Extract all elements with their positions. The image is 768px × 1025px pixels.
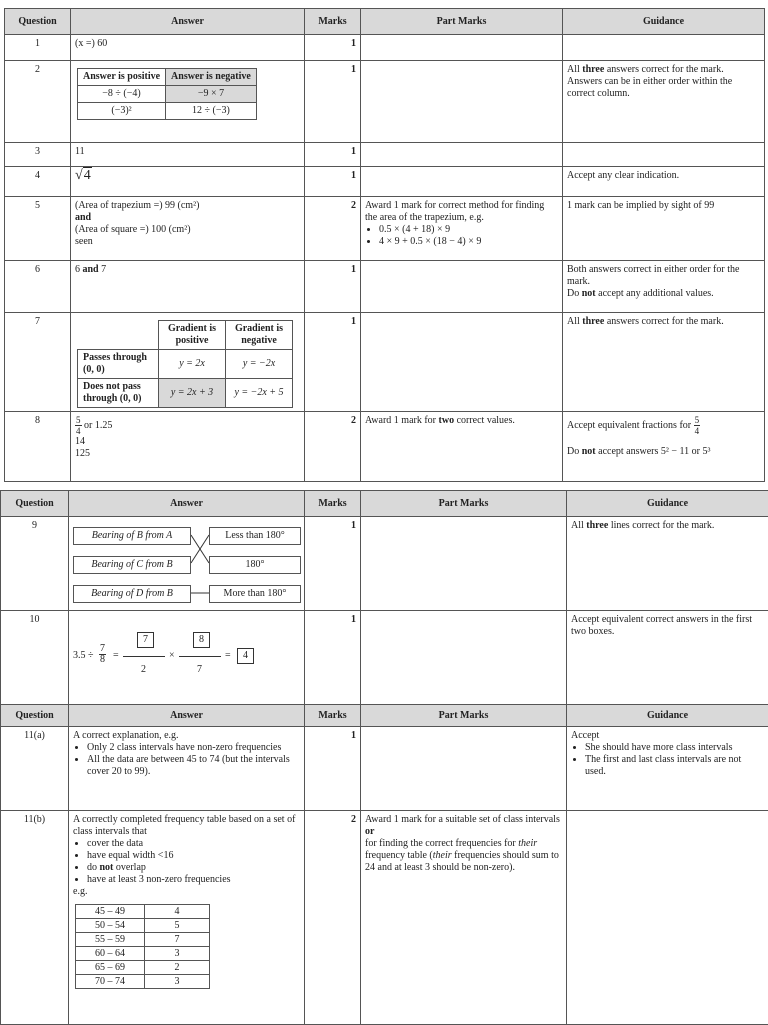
- text: Award 1 mark for: [365, 415, 439, 426]
- text-bold: or: [365, 826, 562, 838]
- answer-cell: [69, 727, 305, 811]
- text: 6: [75, 264, 83, 275]
- cell: y = 2x + 3: [159, 379, 226, 408]
- text: accept any additional values.: [596, 288, 714, 299]
- guidance-cell: [567, 517, 768, 611]
- text-bold: two: [439, 415, 455, 426]
- denominator: 4: [694, 426, 701, 436]
- bullet: • cover the data: [87, 838, 300, 850]
- guidance-cell: [567, 811, 768, 1025]
- text: Award 1 mark for correct method for finding the area of the trapezium, e.g.: [365, 200, 558, 224]
- marks-cell: 1: [305, 727, 361, 811]
- mark-scheme-table-3: [0, 704, 768, 1025]
- cell: y = −2x: [226, 350, 293, 379]
- answer-box-1: 7: [137, 632, 154, 648]
- frequency: 3: [145, 975, 210, 989]
- row-header: Does not pass through (0, 0): [78, 379, 159, 408]
- text-bold: three: [586, 520, 608, 531]
- frequency-row: [76, 919, 210, 933]
- text: frequency table (: [365, 850, 433, 861]
- answer-box-2: 8: [193, 632, 210, 648]
- blank-corner: [78, 321, 159, 350]
- bullet: • 0.5 × (4 + 18) × 9: [379, 224, 558, 236]
- frequency-row: [76, 905, 210, 919]
- header-row: [1, 491, 768, 517]
- text: A correctly completed frequency table based on a set of class intervals that: [73, 814, 300, 838]
- part-marks-cell: [361, 167, 563, 197]
- text: Award 1 mark for a suitable set of class intervals: [365, 814, 562, 826]
- mark-scheme-table-1: [4, 8, 765, 482]
- header-part-marks: Part Marks: [361, 9, 563, 35]
- text: 14: [75, 436, 300, 448]
- cell: y = −2x + 5: [226, 379, 293, 408]
- frequency-row: [76, 947, 210, 961]
- row-q11a: [1, 727, 768, 811]
- class-interval: 55 – 59: [76, 933, 145, 947]
- cell: −8 ÷ (−4): [78, 86, 166, 103]
- text: e.g.: [73, 886, 300, 898]
- marks-cell: 1: [305, 261, 361, 313]
- frequency: 4: [145, 905, 210, 919]
- bullet: • Only 2 class intervals have non-zero frequencies: [87, 742, 300, 754]
- guidance-cell: [567, 727, 768, 811]
- text: 125: [75, 448, 300, 460]
- guidance-cell: [563, 261, 765, 313]
- radicand: 4: [83, 167, 92, 183]
- answer-cell: 11: [71, 143, 305, 167]
- marks-cell: 1: [305, 143, 361, 167]
- frequency-row: [76, 961, 210, 975]
- text-bold: three: [582, 64, 604, 75]
- text: Do: [567, 446, 582, 457]
- fraction-bar: [123, 656, 165, 657]
- row-q6: [5, 261, 765, 313]
- bullet: • have at least 3 non-zero frequencies: [87, 874, 300, 886]
- gradient-table: [77, 320, 293, 408]
- header-guidance: Guidance: [563, 9, 765, 35]
- header-guidance: Guidance: [567, 705, 768, 727]
- frequency: 5: [145, 919, 210, 933]
- bullet: [87, 862, 300, 874]
- fraction-bar: [179, 656, 221, 657]
- text: Accept: [571, 730, 764, 742]
- text-italic: their: [433, 850, 452, 861]
- text: Accept equivalent fractions for: [567, 420, 691, 431]
- question-number: 10: [1, 611, 69, 707]
- bullet: • have equal width <16: [87, 850, 300, 862]
- text: seen: [75, 236, 300, 248]
- bullet: • 4 × 9 + 0.5 × (18 − 4) × 9: [379, 236, 558, 248]
- cell: −9 × 7: [166, 86, 257, 103]
- col-negative-header: Answer is negative: [166, 69, 257, 86]
- answer-cell: [71, 313, 305, 412]
- question-number: 6: [5, 261, 71, 313]
- guidance-cell: [563, 61, 765, 143]
- text-italic: their: [518, 838, 537, 849]
- header-marks: Marks: [305, 705, 361, 727]
- fraction: [694, 415, 701, 436]
- text: All: [571, 520, 586, 531]
- row-q5: [5, 197, 765, 261]
- left-box-2: Bearing of C from B: [73, 556, 191, 574]
- numerator: 7: [99, 644, 106, 655]
- text: Answers can be in either order within the correct column.: [567, 76, 760, 100]
- times-sign: ×: [169, 650, 175, 662]
- guidance-cell: [563, 412, 765, 482]
- guidance-cell: Accept equivalent correct answers in the first two boxes.: [567, 611, 768, 707]
- text: for finding the correct frequencies for: [365, 838, 518, 849]
- text: correct values.: [454, 415, 515, 426]
- part-marks-cell: [361, 517, 567, 611]
- header-guidance: Guidance: [567, 491, 768, 517]
- part-marks-cell: [361, 35, 563, 61]
- header-row: [1, 705, 768, 727]
- text: (Area of trapezium =) 99 (cm²): [75, 200, 300, 212]
- part-marks-cell: [361, 143, 563, 167]
- left-box-3: Bearing of D from B: [73, 585, 191, 603]
- text-bold: and: [75, 212, 300, 224]
- guidance-cell: [563, 313, 765, 412]
- marks-cell: 1: [305, 517, 361, 611]
- text-bold: not: [582, 446, 596, 457]
- text: Both answers correct in either order for the mark.: [567, 264, 760, 288]
- marks-cell: 1: [305, 313, 361, 412]
- answer-cell: [71, 197, 305, 261]
- equals-sign: =: [225, 650, 231, 662]
- class-interval: 65 – 69: [76, 961, 145, 975]
- marks-cell: 1: [305, 61, 361, 143]
- text: frequencies should sum to 24 and at least 3 should be non-zero).: [365, 850, 559, 873]
- answer-box-result: 4: [237, 648, 254, 664]
- cell: y = 2x: [159, 350, 226, 379]
- bullet: • The first and last class intervals are not used.: [585, 754, 764, 778]
- text: All: [567, 316, 582, 327]
- header-part-marks: Part Marks: [361, 491, 567, 517]
- text-bold: three: [582, 316, 604, 327]
- denominator: 4: [75, 426, 82, 436]
- part-marks-cell: [361, 611, 567, 707]
- text: 7: [99, 264, 107, 275]
- question-number: 8: [5, 412, 71, 482]
- equals-sign: =: [113, 650, 119, 662]
- answer-cell: [71, 61, 305, 143]
- guidance-cell: [563, 143, 765, 167]
- answer-cell: [69, 517, 305, 611]
- division-working: [73, 614, 300, 686]
- part-marks-cell: [361, 412, 563, 482]
- question-number: 11(b): [1, 811, 69, 1025]
- fraction: [75, 415, 82, 436]
- guidance-cell: Accept any clear indication.: [563, 167, 765, 197]
- header-row: [5, 9, 765, 35]
- header-marks: Marks: [305, 9, 361, 35]
- text: or 1.25: [84, 420, 112, 431]
- guidance-cell: [563, 35, 765, 61]
- answer-cell: [69, 611, 305, 707]
- text: overlap: [113, 862, 146, 873]
- numerator: 5: [75, 415, 82, 426]
- text: answers correct for the mark.: [604, 316, 723, 327]
- class-interval: 50 – 54: [76, 919, 145, 933]
- question-number: 11(a): [1, 727, 69, 811]
- text: answers correct for the mark.: [604, 64, 723, 75]
- col-positive-header: Gradient is positive: [159, 321, 226, 350]
- part-marks-cell: [361, 197, 563, 261]
- part-marks-cell: [361, 727, 567, 811]
- text: A correct explanation, e.g.: [73, 730, 300, 742]
- row-q11b: [1, 811, 768, 1025]
- text: do: [87, 862, 100, 873]
- header-part-marks: Part Marks: [361, 705, 567, 727]
- marks-cell: 2: [305, 412, 361, 482]
- cell: (−3)²: [78, 103, 166, 120]
- header-question: Question: [1, 705, 69, 727]
- marks-cell: 2: [305, 811, 361, 1025]
- cell: 12 ÷ (−3): [166, 103, 257, 120]
- class-interval: 60 – 64: [76, 947, 145, 961]
- denominator: 7: [197, 664, 202, 676]
- frequency: 2: [145, 961, 210, 975]
- question-number: 9: [1, 517, 69, 611]
- guidance-cell: 1 mark can be implied by sight of 99: [563, 197, 765, 261]
- header-answer: Answer: [69, 705, 305, 727]
- question-number: 5: [5, 197, 71, 261]
- text: lines correct for the mark.: [608, 520, 714, 531]
- text-bold: not: [582, 288, 596, 299]
- frequency-row: [76, 975, 210, 989]
- row-header: Passes through (0, 0): [78, 350, 159, 379]
- row-q2: [5, 61, 765, 143]
- text: 3.5 ÷: [73, 650, 94, 662]
- right-box-2: 180°: [209, 556, 301, 574]
- mark-scheme-table-2: [0, 490, 768, 707]
- right-box-3: More than 180°: [209, 585, 301, 603]
- col-positive-header: Answer is positive: [78, 69, 166, 86]
- text: accept answers 5² − 11 or 5³: [596, 446, 711, 457]
- row-q7: [5, 313, 765, 412]
- part-marks-cell: [361, 61, 563, 143]
- part-marks-cell: [361, 261, 563, 313]
- matching-diagram: [73, 523, 300, 607]
- header-answer: Answer: [71, 9, 305, 35]
- marks-cell: 1: [305, 167, 361, 197]
- header-question: Question: [1, 491, 69, 517]
- text: Do: [567, 288, 582, 299]
- part-marks-cell: [361, 313, 563, 412]
- answer-cell: (x =) 60: [71, 35, 305, 61]
- text: All: [567, 64, 582, 75]
- marks-cell: 1: [305, 611, 361, 707]
- sqrt-symbol: √4: [75, 167, 92, 183]
- row-q3: [5, 143, 765, 167]
- bullet: • She should have more class intervals: [585, 742, 764, 754]
- answer-cell: [71, 412, 305, 482]
- class-interval: 70 – 74: [76, 975, 145, 989]
- question-number: 1: [5, 35, 71, 61]
- fraction: [99, 644, 106, 665]
- frequency: 7: [145, 933, 210, 947]
- row-q9: [1, 517, 768, 611]
- question-number: 2: [5, 61, 71, 143]
- numerator: 5: [694, 415, 701, 426]
- marks-cell: 1: [305, 35, 361, 61]
- col-negative-header: Gradient is negative: [226, 321, 293, 350]
- part-marks-cell: [361, 811, 567, 1025]
- header-question: Question: [5, 9, 71, 35]
- left-box-1: Bearing of B from A: [73, 527, 191, 545]
- text: (Area of square =) 100 (cm²): [75, 224, 300, 236]
- question-number: 3: [5, 143, 71, 167]
- text-bold: not: [100, 862, 114, 873]
- text-bold: and: [83, 264, 99, 275]
- row-q4: [5, 167, 765, 197]
- frequency: 3: [145, 947, 210, 961]
- bullet: • All the data are between 45 to 74 (but the intervals cover 20 to 99).: [87, 754, 300, 778]
- sign-table: [77, 68, 257, 120]
- question-number: 7: [5, 313, 71, 412]
- header-marks: Marks: [305, 491, 361, 517]
- header-answer: Answer: [69, 491, 305, 517]
- denominator: 8: [99, 655, 106, 665]
- frequency-row: [76, 933, 210, 947]
- row-q1: [5, 35, 765, 61]
- class-interval: 45 – 49: [76, 905, 145, 919]
- question-number: 4: [5, 167, 71, 197]
- frequency-table: [75, 904, 210, 989]
- right-box-1: Less than 180°: [209, 527, 301, 545]
- row-q8: [5, 412, 765, 482]
- answer-cell: [71, 167, 305, 197]
- answer-cell: [71, 261, 305, 313]
- denominator: 2: [141, 664, 146, 676]
- row-q10: [1, 611, 768, 707]
- answer-cell: [69, 811, 305, 1025]
- marks-cell: 2: [305, 197, 361, 261]
